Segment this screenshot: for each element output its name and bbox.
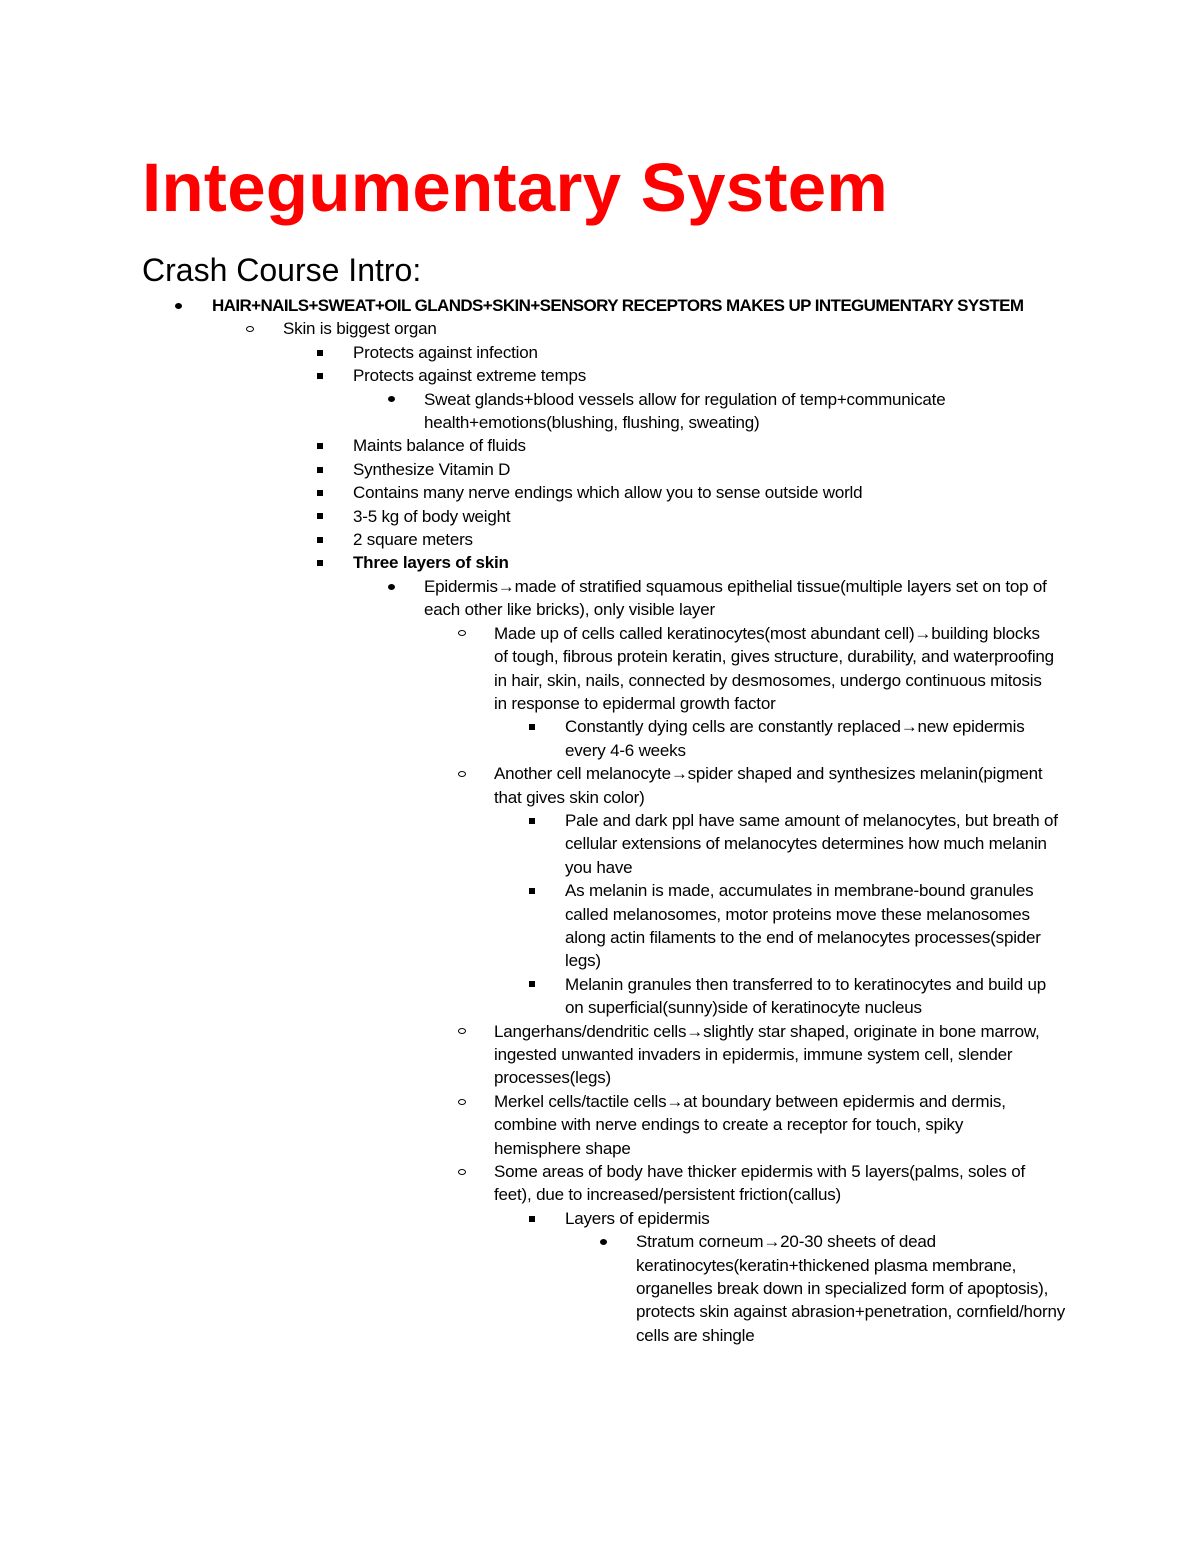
list-item-text: Some areas of body have thicker epidermis with 5 layers(palms, soles of feet), due to increased/persistent friction(callus) (494, 1162, 1025, 1205)
square-bullet-icon (525, 973, 539, 996)
document-title: Integumentary System (142, 149, 889, 226)
list-item (0, 622, 1200, 716)
list-item-text: Skin is biggest organ (283, 319, 437, 339)
list-item (0, 528, 1200, 551)
section-heading: Crash Course Intro: (142, 252, 422, 288)
list-item (0, 973, 1200, 1020)
list-item (0, 762, 1200, 809)
square-bullet-icon (525, 809, 539, 832)
square-bullet-icon (313, 434, 327, 457)
list-item (0, 317, 1200, 340)
list-item-text: Sweat glands+blood vessels allow for regulation of temp+communicate health+emotions(blushing, flushing, sweating) (424, 389, 946, 433)
circle-bullet-icon (455, 1090, 469, 1113)
circle-bullet-icon (243, 317, 257, 340)
list-item-text: 3-5 kg of body weight (353, 506, 511, 526)
disc-bullet-icon (171, 294, 185, 317)
list-item-text: Protects against infection (353, 342, 538, 362)
list-item (0, 551, 1200, 574)
disc-bullet-icon (384, 575, 398, 598)
outline-list (0, 294, 1200, 1347)
square-bullet-icon (525, 1207, 539, 1230)
circle-bullet-icon (455, 762, 469, 785)
list-item (0, 364, 1200, 387)
list-item (0, 1160, 1200, 1207)
circle-bullet-icon (455, 1160, 469, 1183)
list-item (0, 575, 1200, 622)
list-item-text: Epidermis→made of stratified squamous epithelial tissue(multiple layers set on top of each other like bricks), only visible layer (424, 576, 1047, 620)
list-item-text: Stratum corneum→20-30 sheets of dead keratinocytes(keratin+thickened plasma membrane, organelles break down in specialized form of apoptosis), protects skin against abrasion+penetration, cornfield/horny cells are shingle (636, 1232, 1066, 1345)
list-item-text: Three layers of skin (353, 553, 509, 573)
list-item (0, 481, 1200, 504)
square-bullet-icon (313, 505, 327, 528)
list-item-text: Langerhans/dendritic cells→slightly star shaped, originate in bone marrow, ingested unwanted invaders in epidermis, immune system cell, slender processes(legs) (494, 1021, 1040, 1088)
list-item-text: 2 square meters (353, 530, 473, 550)
list-item-text: HAIR+NAILS+SWEAT+OIL GLANDS+SKIN+SENSORY RECEPTORS MAKES UP INTEGUMENTARY SYSTEM (212, 296, 1024, 315)
list-item-text: Synthesize Vitamin D (353, 459, 511, 479)
list-item (0, 879, 1200, 973)
list-item-text: Another cell melanocyte→spider shaped and synthesizes melanin(pigment that gives skin color) (494, 764, 1043, 807)
list-item-text: Merkel cells/tactile cells→at boundary between epidermis and dermis, combine with nerve endings to create a receptor for touch, spiky hemisphere shape (494, 1091, 1006, 1158)
list-item (0, 1207, 1200, 1230)
list-item (0, 1020, 1200, 1090)
square-bullet-icon (313, 341, 327, 364)
list-item-text: Pale and dark ppl have same amount of melanocytes, but breath of cellular extensions of melanocytes determines how much melanin you have (565, 810, 1058, 877)
square-bullet-icon (313, 458, 327, 481)
list-item-text: Melanin granules then transferred to to keratinocytes and build up on superficial(sunny)side of keratinocyte nucleus (565, 974, 1047, 1018)
list-item (0, 1090, 1200, 1160)
list-item (0, 341, 1200, 364)
square-bullet-icon (313, 481, 327, 504)
list-item-text: Maints balance of fluids (353, 436, 526, 456)
square-bullet-icon (525, 879, 539, 902)
circle-bullet-icon (455, 622, 469, 645)
list-item (0, 388, 1200, 435)
list-item-text: Protects against extreme temps (353, 366, 587, 386)
list-item (0, 715, 1200, 762)
list-item-text: Contains many nerve endings which allow you to sense outside world (353, 483, 863, 503)
square-bullet-icon (525, 715, 539, 738)
circle-bullet-icon (455, 1020, 469, 1043)
list-item (0, 809, 1200, 879)
square-bullet-icon (313, 551, 327, 574)
disc-bullet-icon (384, 388, 398, 411)
square-bullet-icon (313, 364, 327, 387)
disc-bullet-icon (596, 1230, 610, 1253)
list-item-text: As melanin is made, accumulates in membrane-bound granules called melanosomes, motor proteins move these melanosomes along actin filaments to the end of melanocytes processes(spider legs) (565, 881, 1041, 971)
list-item-text: Made up of cells called keratinocytes(most abundant cell)→building blocks of tough, fibrous protein keratin, gives structure, durability, and waterproofing in hair, skin, nails, connected by desmosomes, undergo continuous mitosis in response to epidermal growth factor (494, 623, 1054, 713)
list-item (0, 1230, 1200, 1347)
list-item (0, 294, 1200, 317)
list-item (0, 434, 1200, 457)
square-bullet-icon (313, 528, 327, 551)
list-item (0, 505, 1200, 528)
list-item (0, 458, 1200, 481)
list-item-text: Layers of epidermis (565, 1208, 710, 1228)
list-item-text: Constantly dying cells are constantly replaced→new epidermis every 4-6 weeks (565, 717, 1025, 760)
